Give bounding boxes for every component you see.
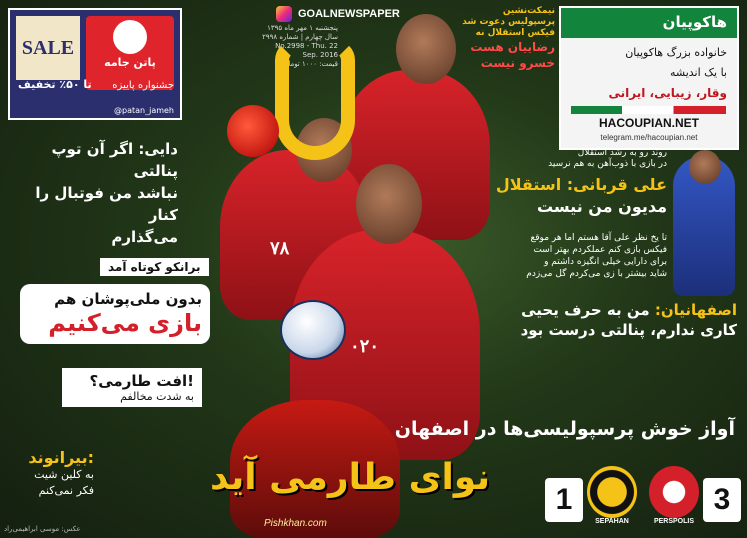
tarmi-headline[interactable] bbox=[62, 368, 202, 407]
away-score: 1 bbox=[545, 478, 583, 522]
match-score bbox=[545, 462, 741, 532]
headline-line: بدون ملی‌پوشان هم bbox=[54, 290, 202, 308]
perspolis-crest-icon bbox=[649, 466, 699, 518]
ad-telegram: telegram.me/hacoupian.net bbox=[600, 133, 698, 142]
main-headline[interactable]: نوای طارمی آید bbox=[209, 457, 490, 498]
body-line: فیکس بازی کنم عملکردم بهتر است bbox=[533, 245, 667, 255]
headline-line: کاری ندارم، پنالتی درست بود bbox=[520, 321, 737, 339]
ghorbani-body bbox=[487, 232, 667, 280]
sepahan-crest-icon bbox=[587, 466, 637, 518]
branko-headline[interactable] bbox=[20, 284, 210, 344]
headline-line: علی قربانی: استقلال bbox=[495, 175, 667, 194]
kicker-line: در بازی با ذوب‌آهن به هم نرسید bbox=[548, 159, 667, 169]
football bbox=[280, 300, 346, 360]
brand-logo-icon bbox=[113, 20, 147, 54]
hacoupian-brand: هاکوپیان bbox=[561, 8, 737, 38]
issue-line: No.2998 - Thu. 22 Sep. 2016 bbox=[275, 42, 338, 59]
headline-line: دایی: اگر آن توپ پنالتی bbox=[51, 140, 178, 180]
headline-text: من به حرف یحیی bbox=[521, 301, 655, 319]
sale-ad[interactable] bbox=[8, 8, 182, 120]
headline-line: به کلین شیت bbox=[34, 468, 94, 481]
headline-line bbox=[472, 300, 737, 320]
headline-line: بازی می‌کنیم bbox=[48, 309, 202, 337]
headline-line: فکر نمی‌کنم bbox=[38, 484, 94, 497]
top-kicker: پرسپولیس دعوت شد bbox=[462, 17, 555, 27]
logo-ball-icon bbox=[227, 105, 279, 157]
brand-name: پاتن جامه bbox=[104, 56, 156, 69]
watermark: Pishkhan.com bbox=[264, 518, 327, 529]
headline-line: نباشد من فوتبال را کنار bbox=[35, 184, 178, 224]
issue-line: قیمت: ۱۰۰۰ تومان bbox=[283, 60, 338, 68]
body-line: تا یخ نظر علی آقا هستم اما هر موقع bbox=[530, 233, 667, 243]
ad-line: خانواده بزرگ هاکوپیان bbox=[625, 46, 727, 59]
headline-subline: به شدت مخالفم bbox=[120, 390, 194, 403]
player-head bbox=[356, 164, 422, 244]
instagram-handle: @patan_jameh bbox=[114, 106, 174, 115]
brand-box bbox=[86, 16, 174, 90]
headline-line: می‌گذارم bbox=[111, 228, 178, 246]
photo-credit: عکس: موسی ابراهیمی‌راد bbox=[4, 525, 81, 533]
branko-kicker: برانکو کوتاه آمد bbox=[100, 258, 209, 276]
ghorbani-headline[interactable] bbox=[477, 174, 667, 218]
top-headline[interactable] bbox=[440, 6, 555, 71]
ad-line: با یک اندیشه bbox=[670, 66, 727, 79]
shirt-number: ۷۸ bbox=[270, 238, 290, 258]
sale-tile: SALE bbox=[16, 16, 80, 80]
issue-line: سال چهارم | شماره ۲۹۹۸ bbox=[262, 33, 338, 41]
logo-glyph bbox=[275, 40, 355, 160]
headline-line: مدیون من نیست bbox=[536, 197, 667, 216]
top-kicker: فیکس استقلال نه bbox=[475, 28, 555, 38]
main-kicker: آواز خوش پرسپولیسی‌ها در اصفهان bbox=[394, 418, 735, 440]
newspaper-logo bbox=[205, 10, 370, 160]
discount-label: تا ۵۰٪ تخفیف bbox=[18, 78, 92, 91]
hacoupian-ad[interactable] bbox=[559, 6, 739, 150]
esfahanian-headline[interactable] bbox=[472, 300, 737, 340]
body-line: شاید بیشتر با زی می‌کردم گل می‌زدم bbox=[526, 269, 667, 279]
ghorbani-kicker bbox=[467, 148, 667, 170]
shirt-number: ۰۲۰ bbox=[350, 336, 380, 356]
flag-stripe bbox=[571, 106, 726, 114]
headline-line: بیرانوند: bbox=[28, 448, 94, 467]
body-line: برای دارایی خیلی انگیزه داشتم و bbox=[544, 257, 667, 267]
home-team: PERSPOLIS bbox=[653, 518, 695, 525]
top-line: خسرو نیست bbox=[480, 56, 555, 70]
daei-headline[interactable] bbox=[8, 138, 178, 248]
kicker-line: روند رو به رشد استقلال bbox=[577, 148, 667, 158]
player-head bbox=[689, 150, 721, 184]
biranvand-headline[interactable] bbox=[6, 448, 94, 499]
top-kicker: نیمکت‌نشین bbox=[502, 6, 555, 16]
festival-label: جشنواره پاییزه bbox=[112, 80, 174, 91]
home-score: 3 bbox=[703, 478, 741, 522]
speaker-name: اصفهانیان: bbox=[654, 301, 737, 319]
away-team: SEPAHAN bbox=[595, 518, 629, 525]
headline-line: افت طارمی؟! bbox=[89, 372, 194, 390]
top-line: رضاییان هست bbox=[470, 40, 555, 54]
ad-slogan: وقار، زیبایی، ایرانی bbox=[608, 86, 727, 100]
ad-website: HACOUPIAN.NET bbox=[598, 116, 699, 130]
issue-line: پنجشنبه ۱ مهر ماه ۱۳۹۵ bbox=[267, 24, 338, 32]
site-name: GOALNEWSPAPER bbox=[298, 8, 400, 20]
